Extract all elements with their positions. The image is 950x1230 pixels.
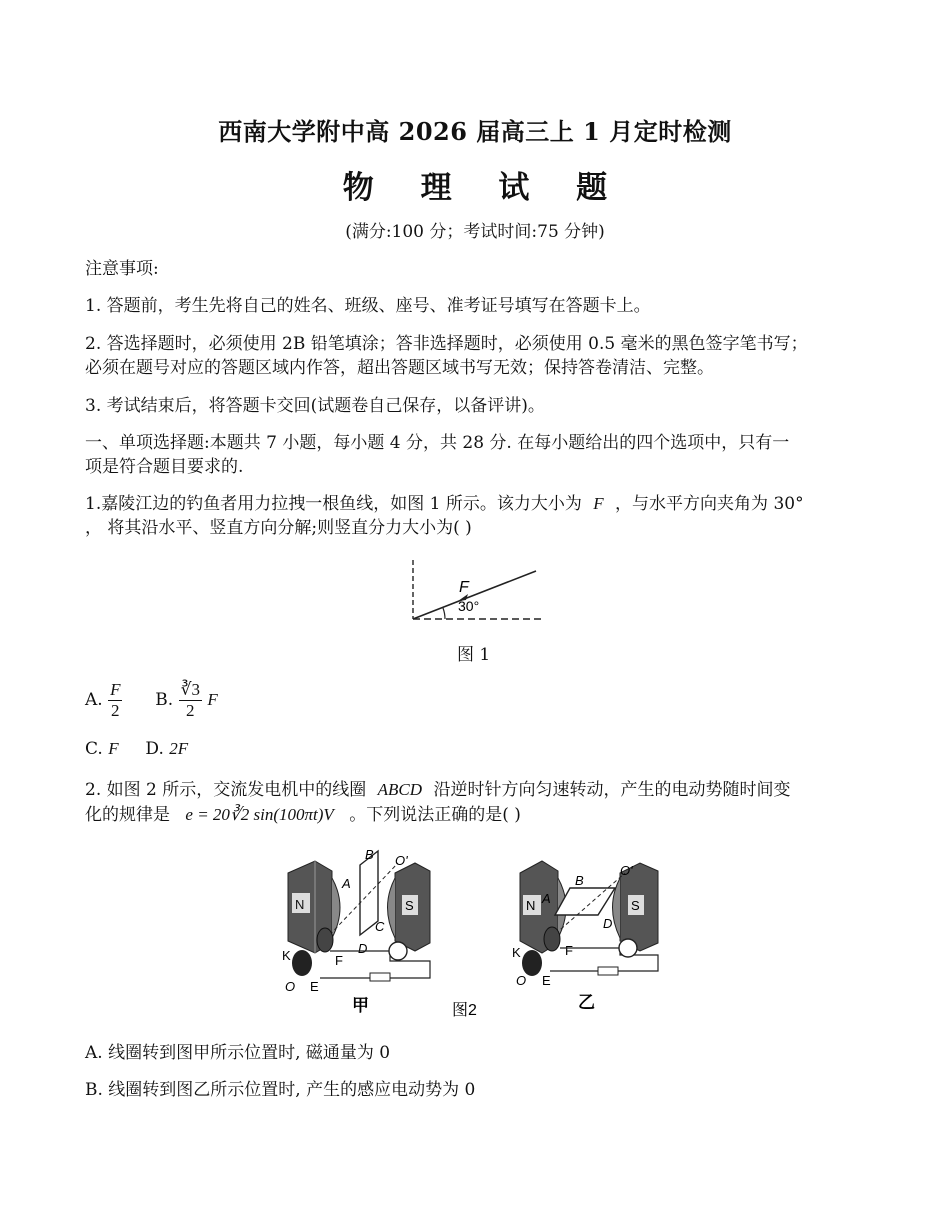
q1-options-row1 — [85, 680, 218, 721]
magnet-pole-left-curve — [332, 878, 340, 938]
q1-option-b-den: 2 — [186, 701, 195, 720]
q1-option-c-label: C. — [85, 739, 103, 759]
q2-var-abcd: ABCD — [377, 780, 423, 799]
q2-stem-line1 — [85, 777, 875, 803]
q1-option-a-den: 2 — [111, 701, 120, 720]
generator-jia — [282, 847, 430, 1015]
figure-2 — [280, 843, 665, 1023]
q2-stem-text-d: 。下列说法正确的是( ) — [349, 805, 521, 825]
q2-stem-line2 — [85, 802, 865, 828]
q1-var-f: F — [593, 494, 604, 513]
svg-text:D: D — [358, 941, 368, 956]
magnet-s-label-right: S — [631, 898, 640, 913]
svg-text:E: E — [310, 979, 319, 994]
q1-option-a-num: F — [110, 680, 121, 699]
figure-yi-label: 乙 — [578, 993, 595, 1012]
figure-1-caption: 图 1 — [457, 645, 491, 665]
q1-option-d-value: 2F — [169, 739, 189, 758]
svg-text:A: A — [542, 891, 551, 906]
q1-option-b-suffix: F — [207, 690, 218, 709]
q2-option-b: B. 线圈转到图乙所示位置时, 产生的感应电动势为 0 — [85, 1080, 476, 1100]
subject-title: 物 理 试 题 — [342, 170, 626, 206]
svg-text:B: B — [365, 847, 374, 862]
svg-text:E: E — [542, 973, 551, 988]
q1-stem-text-b: ，与水平方向夹角为 30° — [615, 494, 804, 514]
figure-jia-label: 甲 — [352, 996, 369, 1015]
q1-option-c-value: F — [108, 739, 119, 758]
q1-stem-text-a: 1.嘉陵江边的钓鱼者用力拉拽一根鱼线，如图 1 所示。该力大小为 — [85, 494, 582, 514]
resistor-right — [598, 967, 618, 975]
q1-stem-line1 — [85, 491, 875, 517]
section-heading: 一、单项选择题:本题共 7 小题，每小题 4 分，共 28 分. 在每小题给出的四个选项中，只有一 — [85, 433, 790, 453]
svg-text:F: F — [335, 953, 343, 968]
svg-text:O': O' — [395, 853, 408, 868]
svg-text:B: B — [575, 873, 584, 888]
svg-text:C: C — [375, 919, 385, 934]
q1-option-d-label: D. — [145, 739, 164, 759]
angle-arc — [443, 608, 445, 619]
resistor-left — [370, 973, 390, 981]
svg-text:K: K — [512, 945, 521, 960]
angle-label: 30° — [458, 598, 480, 614]
q1-option-a-fraction — [108, 680, 122, 721]
svg-text:A: A — [342, 876, 351, 891]
q2-option-a: A. 线圈转到图甲所示位置时, 磁通量为 0 — [85, 1043, 391, 1063]
ammeter-right — [619, 939, 637, 957]
magnet-n-label-left: N — [295, 897, 305, 912]
svg-text:F: F — [565, 943, 573, 958]
q2-stem-text-c: 化的规律是 — [85, 805, 170, 825]
q1-option-b-num: ∛3 — [180, 680, 200, 699]
section-heading-cont: 项是符合题目要求的. — [85, 457, 244, 477]
q2-stem-text-b: 沿逆时针方向匀速转动，产生的电动势随时间变 — [433, 780, 791, 800]
exam-info: (满分:100 分；考试时间:75 分钟) — [345, 222, 605, 242]
svg-text:D: D — [603, 916, 613, 931]
svg-text:O: O — [516, 973, 527, 988]
q2-formula: e = 20∛2 sin(100πt)V — [185, 805, 334, 824]
svg-text:O': O' — [620, 863, 633, 878]
school-title: 西南大学附中高 2026 届高三上 1 月定时检测 — [218, 117, 732, 146]
q2-stem-text-a: 2. 如图 2 所示，交流发电机中的线圈 — [85, 780, 367, 800]
notice-item-3: 3. 考试结束后，将答题卡交回(试题卷自己保存，以备评讲)。 — [85, 396, 545, 416]
figure-2-caption: 图2 — [452, 1002, 477, 1019]
ammeter-left — [389, 942, 407, 960]
notice-heading: 注意事项: — [85, 259, 159, 279]
slip-ring-left — [317, 928, 333, 952]
magnet-n-label-right: N — [526, 898, 536, 913]
figure-1 — [400, 552, 550, 627]
notice-item-2: 2. 答选择题时，必须使用 2B 铅笔填涂；答非选择题时，必须使用 0.5 毫米的黑色签字笔书写； — [85, 334, 808, 354]
q1-option-a-label: A. — [85, 690, 103, 710]
magnet-s-label-left: S — [405, 898, 414, 913]
q1-option-b-fraction — [179, 680, 202, 721]
q1-option-b-label: B. — [155, 690, 174, 710]
svg-text:K: K — [282, 948, 291, 963]
generator-yi — [512, 861, 658, 1012]
force-label: F — [459, 579, 469, 596]
notice-item-1: 1. 答题前，考生先将自己的姓名、班级、座号、准考证号填写在答题卡上。 — [85, 296, 651, 316]
q1-options-row2 — [85, 739, 188, 759]
svg-text:O: O — [285, 979, 296, 994]
q1-stem-line2: ， 将其沿水平、竖直方向分解;则竖直分力大小为( ) — [85, 518, 472, 538]
notice-item-2-cont: 必须在题号对应的答题区域内作答，超出答题区域书写无效；保持答卷清洁、完整。 — [85, 358, 714, 378]
